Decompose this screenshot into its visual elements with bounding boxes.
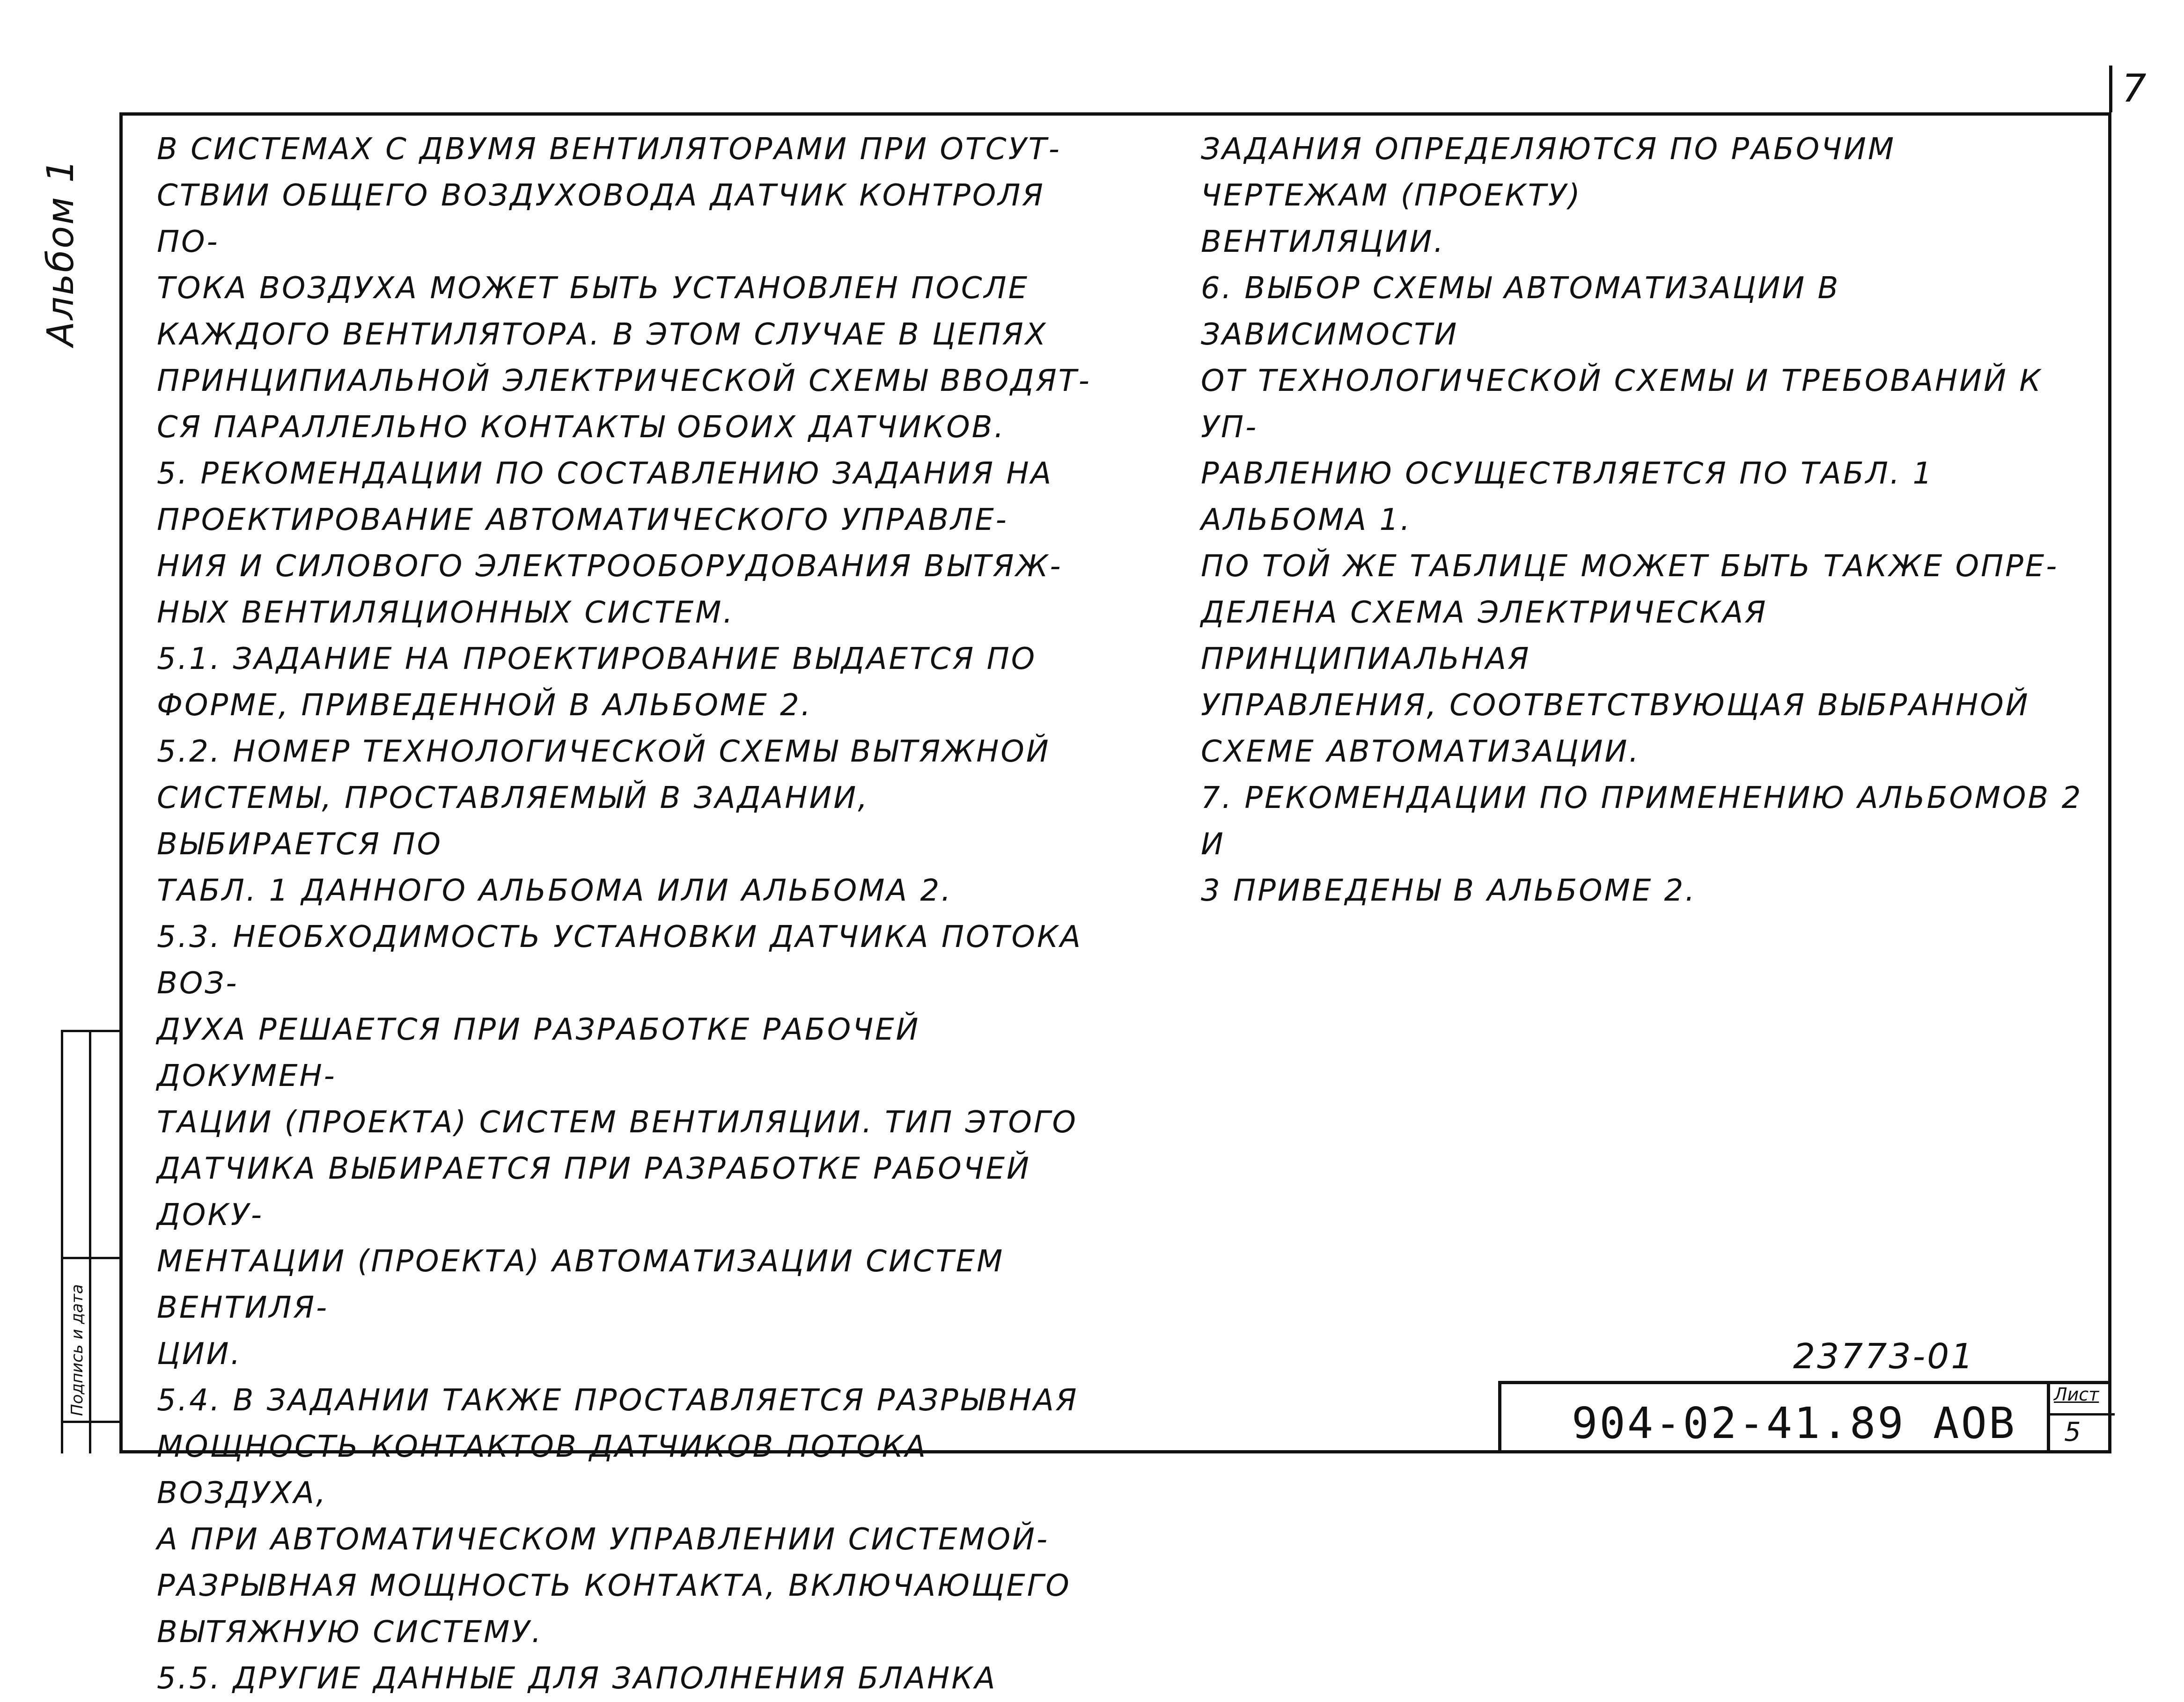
sheet-number: 5	[2064, 1417, 2081, 1447]
sheet-cell	[2047, 1384, 2115, 1453]
paragraph: В СИСТЕМАХ С ДВУМЯ ВЕНТИЛЯТОРАМИ ПРИ ОТСУТ- СТВИИ ОБЩЕГО ВОЗДУХОВОДА ДАТЧИК КОНТРОЛЯ ПО- ТОКА ВОЗДУХА МОЖЕТ БЫТЬ УСТАНОВЛЕН ПОСЛЕ КАЖДОГО ВЕНТИЛЯТОРА. В ЭТОМ СЛУЧАЕ В ЦЕПЯХ ПРИНЦИПИАЛЬНОЙ ЭЛЕКТРИЧЕСКОЙ СХЕМЫ ВВОДЯТ- СЯ ПАРАЛЛЕЛЬНО КОНТАКТЫ ОБОИХ ДАТЧИКОВ.	[157, 132, 1091, 445]
paragraph: 5.4. В ЗАДАНИИ ТАКЖЕ ПРОСТАВЛЯЕТСЯ РАЗРЫВНАЯ МОЩНОСТЬ КОНТАКТОВ ДАТЧИКОВ ПОТОКА ВОЗДУХА, А ПРИ АВТОМАТИЧЕСКОМ УПРАВЛЕНИИ СИСТЕМОЙ- РАЗРЫВНАЯ МОЩНОСТЬ КОНТАКТА, ВКЛЮЧАЮЩЕГО ВЫТЯЖНУЮ СИСТЕМУ.	[157, 1383, 1079, 1650]
stamp-divider	[63, 1257, 119, 1259]
stamp-divider	[89, 1032, 91, 1453]
sheet-label: Лист	[2054, 1384, 2099, 1405]
document-code: 904-02-41.89 АОВ	[1572, 1398, 2017, 1448]
approval-stamp-strip	[61, 1030, 119, 1453]
text-column-left	[157, 126, 1093, 1702]
paragraph: 6. ВЫБОР СХЕМЫ АВТОМАТИЗАЦИИ В ЗАВИСИМОСТИ ОТ ТЕХНОЛОГИЧЕСКОЙ СХЕМЫ И ТРЕБОВАНИЙ К УП- РАВЛЕНИЮ ОСУЩЕСТВЛЯЕТСЯ ПО ТАБЛ. 1 АЛЬБОМА 1. ПО ТОЙ ЖЕ ТАБЛИЦЕ МОЖЕТ БЫТЬ ТАКЖЕ ОПРЕ- ДЕЛЕНА СХЕМА ЭЛЕКТРИЧЕСКАЯ ПРИНЦИПИАЛЬНАЯ УПРАВЛЕНИЯ, СООТВЕТСТВУЮЩАЯ ВЫБРАННОЙ СХЕМЕ АВТОМАТИЗАЦИИ.	[1201, 271, 2059, 769]
paragraph: 5.1. ЗАДАНИЕ НА ПРОЕКТИРОВАНИЕ ВЫДАЕТСЯ ПО ФОРМЕ, ПРИВЕДЕННОЙ В АЛЬБОМЕ 2.	[157, 642, 1037, 723]
title-block	[1498, 1381, 2111, 1453]
sheet-cell-divider	[2050, 1413, 2115, 1416]
paragraph: 5. РЕКОМЕНДАЦИИ ПО СОСТАВЛЕНИЮ ЗАДАНИЯ НА ПРОЕКТИРОВАНИЕ АВТОМАТИЧЕСКОГО УПРАВЛЕ- НИЯ И СИЛОВОГО ЭЛЕКТРООБОРУДОВАНИЯ ВЫТЯЖ- НЫХ ВЕНТИЛЯЦИОННЫХ СИСТЕМ.	[157, 456, 1063, 630]
album-tag: Альбом 1	[40, 158, 82, 346]
paragraph: 5.3. НЕОБХОДИМОСТЬ УСТАНОВКИ ДАТЧИКА ПОТОКА ВОЗ- ДУХА РЕШАЕТСЯ ПРИ РАЗРАБОТКЕ РАБОЧЕЙ ДОКУМЕН- ТАЦИИ (ПРОЕКТА) СИСТЕМ ВЕНТИЛЯЦИИ. ТИП ЭТОГО ДАТЧИКА ВЫБИРАЕТСЯ ПРИ РАЗРАБОТКЕ РАБОЧЕЙ ДОКУ- МЕНТАЦИИ (ПРОЕКТА) АВТОМАТИЗАЦИИ СИСТЕМ ВЕНТИЛЯ- ЦИИ.	[157, 920, 1083, 1372]
stamp-label-signature: Подпись и дата	[68, 1284, 87, 1416]
page-number: 7	[2109, 66, 2156, 112]
paragraph: 5.5. ДРУГИЕ ДАННЫЕ ДЛЯ ЗАПОЛНЕНИЯ БЛАНКА	[157, 1661, 997, 1696]
text-column-right	[1201, 126, 2090, 914]
paragraph: 7. РЕКОМЕНДАЦИИ ПО ПРИМЕНЕНИЮ АЛЬБОМОВ 2 И 3 ПРИВЕДЕНЫ В АЛЬБОМЕ 2.	[1201, 781, 2083, 908]
paragraph: 5.2. НОМЕР ТЕХНОЛОГИЧЕСКОЙ СХЕМЫ ВЫТЯЖНОЙ СИСТЕМЫ, ПРОСТАВЛЯЕМЫЙ В ЗАДАНИИ, ВЫБИРАЕТСЯ ПО ТАБЛ. 1 ДАННОГО АЛЬБОМА ИЛИ АЛЬБОМА 2.	[157, 734, 1051, 908]
inventory-number: 23773-01	[1793, 1336, 1975, 1377]
paragraph: ЗАДАНИЯ ОПРЕДЕЛЯЮТСЯ ПО РАБОЧИМ ЧЕРТЕЖАМ (ПРОЕКТУ) ВЕНТИЛЯЦИИ.	[1201, 132, 1896, 259]
stamp-divider	[63, 1421, 119, 1423]
